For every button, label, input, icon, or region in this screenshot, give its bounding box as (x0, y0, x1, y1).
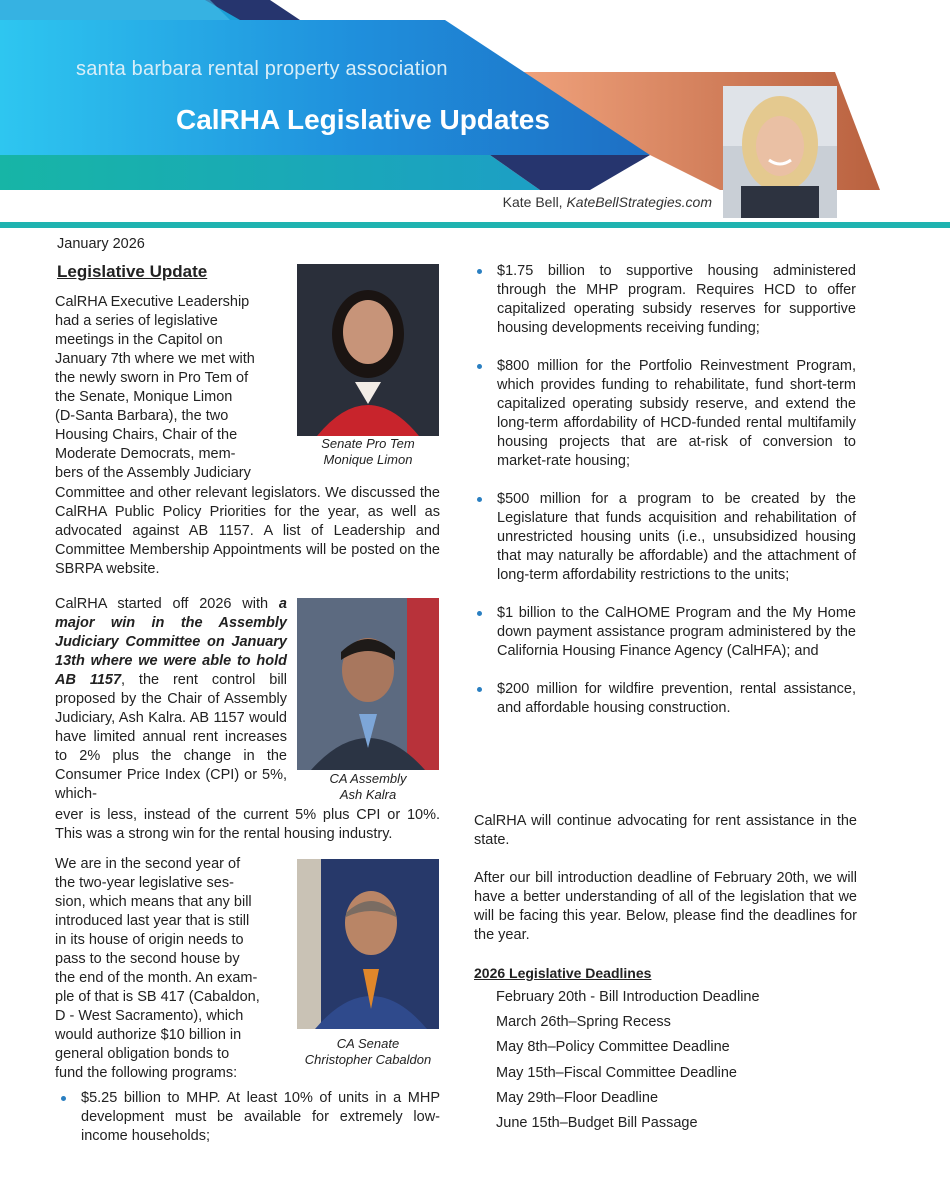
funding-bullet-list (474, 262, 856, 737)
list-item: $1.75 billion to supportive housing administered through the MHP program. Requires HCD to offer capitalized operating subsidy reserves for supportive housing developments receiving funding; (474, 262, 856, 338)
photo-christopher-cabaldon (297, 859, 439, 1029)
paragraph-3-wrapped: We are in the second year of the two-year legislative ses- sion, which means that any bill introduced last year that is still in its house of origin needs to pass to the second house by the end of the month. An exam- ple of that is SB 417 (Cabaldon, D - West Sacramento), which would authorize $10 billion in general obligation bonds to fund the following programs: (55, 856, 260, 1081)
list-item: $500 million for a program to be created by the Legislature that funds acquisition and rehabilitation of unrestricted housing units (i.e., unsubsidized housing that may naturally be affordable) and the attachment of long-term affordability restrictions to the units; (474, 490, 856, 585)
section-heading: Legislative Update (57, 262, 208, 281)
ab1157-highlight: a major win in the Assembly Judiciary Committee on January 13th where we were able to hold AB 1157 (55, 596, 287, 688)
caption-limon: Senate Pro Tem Monique Limon (321, 436, 415, 467)
paragraph-2-wrapped: CalRHA started off 2026 with a major win in the Assembly Judiciary Committee on January 13th where we were able to hold AB 1157, the rent control bill proposed by the Chair of Assembly Judiciary, Ash Kalra. AB 1157 would have limited annual rent increases to 2% plus the change in the Consumer Price Index (CPI) or 5%, which- (55, 596, 288, 802)
issue-date: January 2026 (57, 236, 145, 252)
caption-cabaldon: CA Senate Christopher Cabaldon (304, 1036, 432, 1067)
deadline-item: May 29th–Floor Deadline (496, 1089, 659, 1106)
deadline-item: May 8th–Policy Committee Deadline (496, 1039, 730, 1056)
byline-name: Kate Bell, (502, 194, 563, 210)
organization-name: santa barbara rental property association (76, 58, 448, 80)
newsletter-title: CalRHA Legislative Updates (176, 104, 550, 135)
photo-monique-limon (297, 264, 439, 436)
photo-ash-kalra (297, 598, 439, 770)
deadline-item: June 15th–Budget Bill Passage (496, 1114, 698, 1131)
deadlines-heading: 2026 Legislative Deadlines (474, 965, 652, 981)
list-item: $5.25 billion to MHP. At least 10% of units in a MHP development must be available for extremely low-income households; (58, 1089, 440, 1146)
header-divider (0, 222, 950, 228)
list-item: $200 million for wildfire prevention, rental assistance, and affordable housing construction. (474, 680, 856, 718)
deadlines-list (496, 988, 760, 1139)
paragraph-2-full: ever is less, instead of the current 5% plus CPI or 10%. This was a strong win for the rental housing industry. (55, 807, 440, 842)
rent-assistance-paragraph: CalRHA will continue advocating for rent assistance in the state. (474, 813, 857, 848)
list-item: $1 billion to the CalHOME Program and the My Home down payment assistance program administered by the California Housing Finance Agency (CalHFA); and (474, 604, 856, 661)
paragraph-1-full: Committee and other relevant legislators. We discussed the CalRHA Public Policy Priorities for the year, as well as advocated against AB 1157. A list of Leadership and Committee Membership Appointments will be posted on the SBRPA website. (55, 485, 440, 577)
deadline-item: May 15th–Fiscal Committee Deadline (496, 1064, 737, 1081)
paragraph-1-wrapped: CalRHA Executive Leadership had a series of legislative meetings in the Capitol on January 7th where we met with the newly sworn in Pro Tem of the Senate, Monique Limon (D-Santa Barbara), the two Housing Chairs, Chair of the Moderate Democrats, mem- bers of the Assembly Judiciary (55, 294, 255, 481)
caption-kalra: CA Assembly Ash Kalra (329, 771, 407, 802)
deadline-item: March 26th–Spring Recess (496, 1014, 671, 1031)
list-item: $800 million for the Portfolio Reinvestment Program, which provides funding to rehabilitate, fund short-term capitalized operating subsidy reserve, and extend the long-term affordability of HCD-funded rental multifamily housing projects that are at-risk of conversion to market-rate housing; (474, 357, 856, 471)
deadline-paragraph: After our bill introduction deadline of February 20th, we will have a better understanding of all of the legislation that we will be facing this year. Below, please find the deadlines for the year. (474, 870, 857, 943)
byline (503, 194, 712, 210)
byline-site[interactable]: KateBellStrategies.com (566, 194, 712, 210)
left-bullet-list (58, 1089, 440, 1146)
author-photo (723, 86, 837, 218)
deadline-item: February 20th - Bill Introduction Deadline (496, 989, 760, 1005)
header-banner (0, 0, 950, 230)
